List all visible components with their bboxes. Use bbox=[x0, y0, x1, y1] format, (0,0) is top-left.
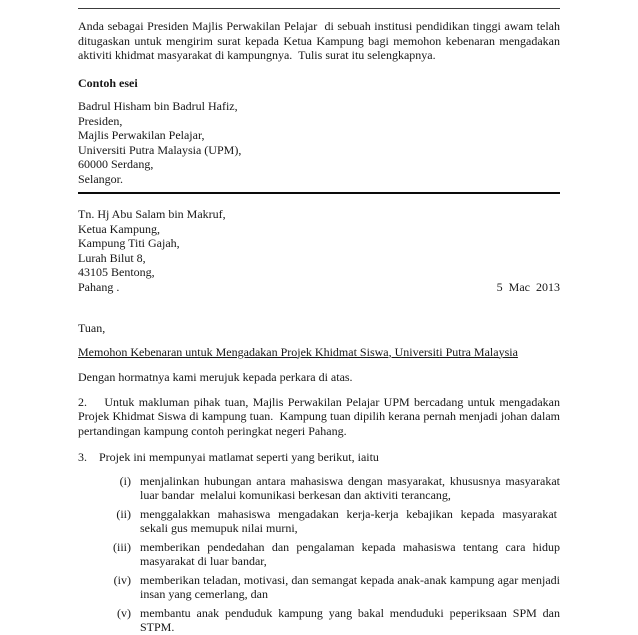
letter-date: 5 Mac 2013 bbox=[496, 279, 560, 294]
list-text: membantu anak penduduk kampung yang bakal menduduki peperiksaan SPM dan STPM. bbox=[140, 605, 560, 634]
list-marker: (iii) bbox=[113, 539, 131, 554]
sender-line: Badrul Hisham bin Badrul Hafiz, bbox=[78, 99, 238, 113]
sender-address bbox=[78, 99, 560, 186]
list-item bbox=[105, 606, 560, 635]
recipient-line: 43105 Bentong, bbox=[78, 265, 155, 279]
list-item bbox=[105, 573, 560, 602]
section-divider bbox=[78, 192, 560, 194]
sender-line: Selangor. bbox=[78, 171, 123, 186]
sender-line: Presiden, bbox=[78, 113, 123, 128]
essay-prompt: Anda sebagai Presiden Majlis Perwakilan Pelajar di sebuah institusi pendidikan tinggi awam telah ditugaskan untuk mengirim surat kepada Ketua Kampung bagi memohon kebenaran mengadakan aktiviti khidmat masyarakat di kampungnya. Tulis surat itu selengkapnya. bbox=[78, 19, 560, 62]
sender-line: Majlis Perwakilan Pelajar, bbox=[78, 128, 205, 142]
example-heading: Contoh esei bbox=[78, 75, 138, 90]
recipient-line: Pahang . bbox=[78, 279, 120, 294]
list-marker: (iv) bbox=[113, 572, 131, 587]
objectives-list bbox=[78, 474, 560, 635]
recipient-address bbox=[78, 207, 560, 294]
list-marker: (v) bbox=[117, 605, 131, 620]
sender-line: 60000 Serdang, bbox=[78, 157, 154, 171]
top-divider bbox=[78, 8, 560, 9]
list-text: memberikan pendedahan dan pengalaman kepada mahasiswa tentang cara hidup masyarakat di luar bandar, bbox=[140, 539, 560, 568]
recipient-line: Tn. Hj Abu Salam bin Makruf, bbox=[78, 207, 226, 221]
paragraph-2: 2. Untuk makluman pihak tuan, Majlis Perwakilan Pelajar UPM bercadang untuk mengadakan Projek Khidmat Siswa di kampung tuan. Kampung tuan dipilih kerana pernah menjadi johan dalam pertandingan kampung contoh peringkat negeri Pahang. bbox=[78, 394, 560, 438]
list-item bbox=[105, 540, 560, 569]
recipient-line: Kampung Titi Gajah, bbox=[78, 236, 180, 250]
list-text: menjalinkan hubungan antara mahasiswa dengan masyarakat, khususnya masyarakat luar bandar melalui komunikasi berkesan dan aktiviti terancang, bbox=[140, 473, 560, 502]
sender-line: Universiti Putra Malaysia (UPM), bbox=[78, 142, 242, 157]
recipient-line: Lurah Bilut 8, bbox=[78, 250, 146, 265]
list-item bbox=[105, 474, 560, 503]
paragraph-1: Dengan hormatnya kami merujuk kepada perkara di atas. bbox=[78, 370, 353, 384]
list-text: menggalakkan mahasiswa mengadakan kerja-kerja kebajikan kepada masyarakat sekali gus memupuk nilai murni, bbox=[140, 506, 560, 535]
list-marker: (ii) bbox=[116, 506, 131, 521]
list-item bbox=[105, 507, 560, 536]
salutation: Tuan, bbox=[78, 321, 106, 335]
list-marker: (i) bbox=[119, 473, 131, 488]
recipient-line: Ketua Kampung, bbox=[78, 221, 160, 236]
recipient-last-line bbox=[78, 280, 560, 295]
subject-line: Memohon Kebenaran untuk Mengadakan Projek Khidmat Siswa, Universiti Putra Malaysia bbox=[78, 344, 518, 359]
list-text: memberikan teladan, motivasi, dan semangat kepada anak-anak kampung agar menjadi insan yang cemerlang, dan bbox=[140, 572, 560, 601]
paragraph-3: 3. Projek ini mempunyai matlamat seperti yang berikut, iaitu bbox=[78, 450, 379, 464]
